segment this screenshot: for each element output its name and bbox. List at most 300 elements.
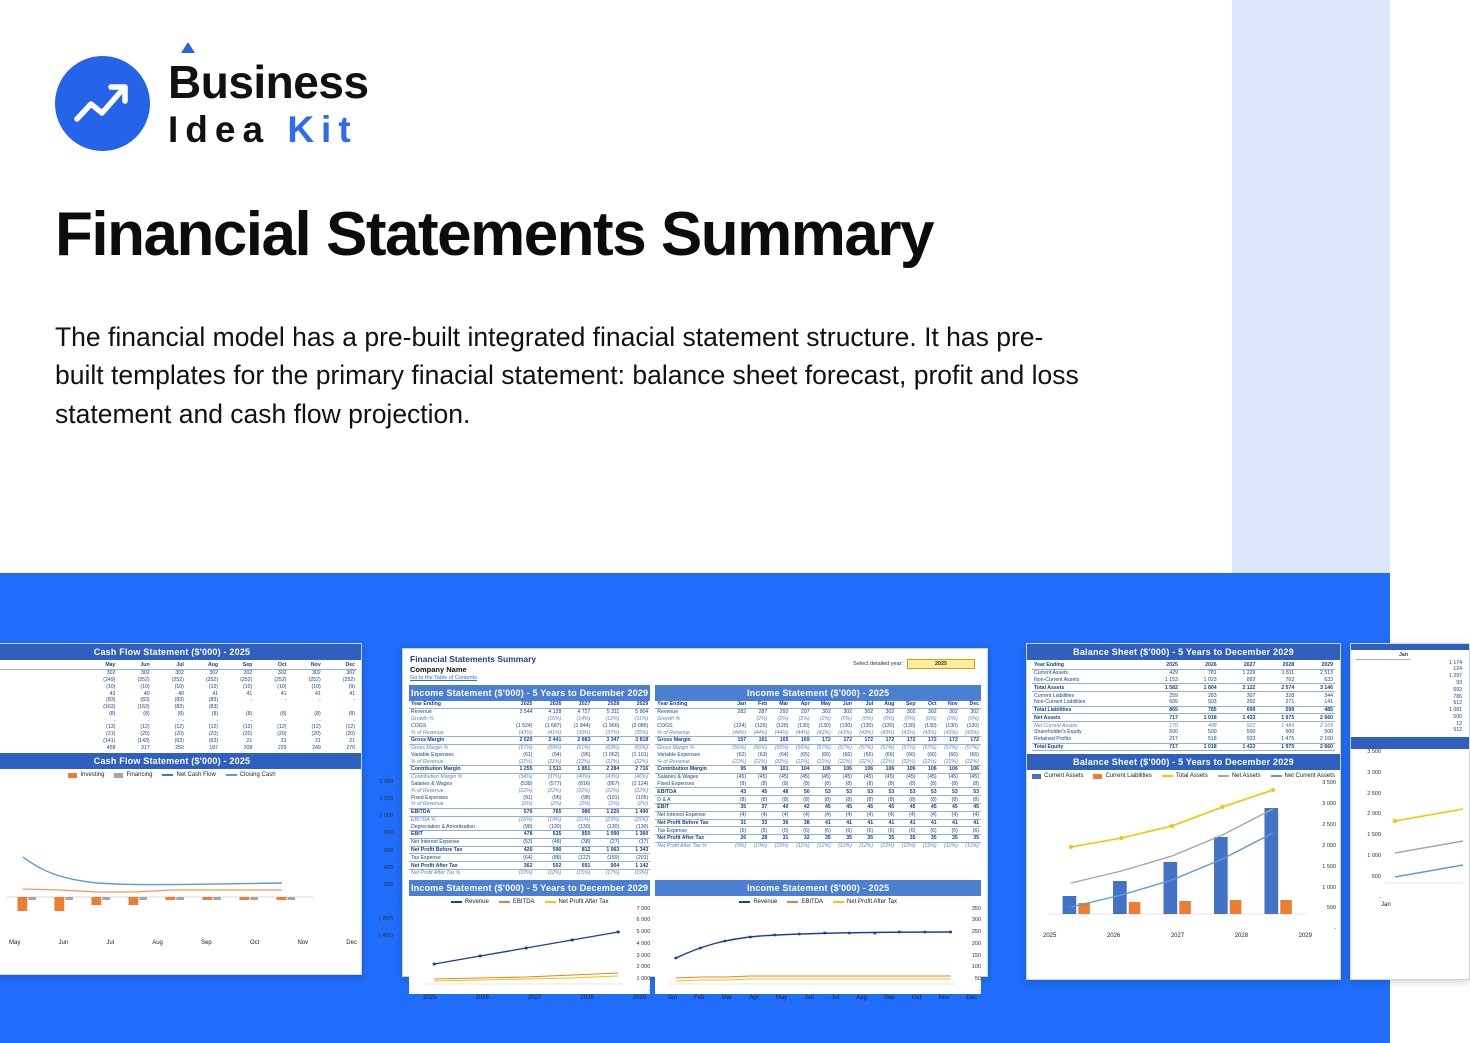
cell-value: 1 582 [1141,684,1180,692]
axis-tick-label: 250 [971,929,981,936]
cell-value: 106 [917,766,938,774]
axis-tick-label: 50 [974,975,981,982]
cell-value: (20) [311,731,321,738]
axis-tick-label: Aug [856,994,867,1001]
cell-value: 157 [727,736,748,744]
table-row [1356,727,1464,734]
balance-sheet-monthly-card[interactable] [1350,643,1470,980]
cell-value: 302 [140,670,150,677]
cell-value: (2%) [798,715,810,722]
cell-value: (57%) [943,745,958,752]
cell-value: (22%) [943,758,958,765]
financial-summary-sheet-card[interactable] [402,648,988,1001]
cell-value: 259 [1169,692,1178,699]
table-row [655,751,981,758]
cell-value: 35 [727,803,748,811]
caret-accent-icon [181,42,195,53]
table-row [655,708,981,715]
cell-value: 2 883 [563,736,592,744]
cell-value: (63) [174,737,184,744]
row-label: Fixed Expenses [411,794,448,801]
cell-value: (22%) [795,758,810,765]
cell-value: 302 [243,670,253,677]
cell-value: (22%) [859,758,874,765]
cell-value: (10) [208,683,219,690]
axis-tick-label: Oct [249,940,260,947]
axis-tick-label: - [1334,926,1336,933]
cell-value: 2027 [563,701,592,708]
balance-sheet-chart-legend [1027,770,1340,780]
cell-value: 172 [917,736,938,744]
cell-value: (8) [739,796,747,803]
table-row [0,744,357,751]
cell-value: (22%) [732,758,747,765]
axis-tick-label: 2025 [1043,933,1057,940]
cell-value: (8) [782,796,789,803]
cell-value: 4 727 [577,709,591,716]
cell-value: 50 [790,788,811,796]
table-row [655,766,981,774]
cell-value: - [216,717,219,724]
cell-value: 429 [1169,670,1178,677]
axis-tick-label: Aug [152,940,163,947]
table-row [0,704,357,711]
cell-value: (2%) [521,801,533,808]
cell-value: (21%) [576,816,591,823]
table-row [1032,684,1335,692]
cell-value: 922 [1246,722,1256,729]
legend-swatch [739,901,750,903]
row-label: EBIT [409,831,506,839]
legend-item [162,772,215,778]
cell-value: 41 [349,690,355,697]
cell-value: (4) [803,812,810,819]
cell-value [506,716,535,723]
cell-value: 45 [917,803,938,811]
cell-value: 33 [748,819,769,827]
row-label: Fixed Expenses [657,780,695,787]
cell-value: (43%) [922,729,937,736]
cell-value: (2 086) [631,722,649,729]
cell-value [323,704,357,711]
cell-value: (63) [758,751,768,758]
cell-value: 933 [1246,736,1256,743]
cell-value: (45) [736,774,747,781]
cell-value: (45) [863,774,874,781]
cell-value: (65) [800,751,810,758]
cell-value: (2%) [777,715,789,722]
cell-value: 38 [790,819,811,827]
table-row [409,736,650,744]
legend-label: Current Assets [1044,773,1084,780]
income-chart-2025-band: Income Statement ($'000) - 2025 [655,880,981,896]
cell-value: (8) [760,780,768,787]
cell-value: (252) [171,676,184,683]
year-selector-input[interactable]: 2025 [907,659,975,669]
axis-tick-label: 3 000 [636,952,651,959]
table-row [1356,700,1464,707]
legend-label: Net Assets [1231,773,1261,780]
cell-value: 36 [769,819,790,827]
table-row [655,819,981,827]
cell-value: - [284,697,287,704]
row-label: % of Revenue [657,758,690,765]
cell-value: (8) [348,710,355,717]
axis-tick-label: 3 000 [1322,801,1336,808]
table-row [409,773,650,780]
cell-value: 35 [875,835,896,843]
cell-value: (48) [552,839,562,846]
row-label: Year Ending [1032,662,1141,669]
cell-value: (816) [578,780,591,787]
table-row [655,835,981,843]
cell-value: 106 [875,766,896,774]
row-label: Net Profit After Tax [409,862,506,870]
cell-value: (98) [581,794,591,801]
cell-value: 40 [769,803,790,811]
legend-swatch [1032,774,1041,779]
cell-value: 1 804 [1180,684,1219,692]
cell-value: - [318,717,321,724]
cell-value: (8) [280,710,287,717]
cell-value: 458 [106,744,116,751]
cell-value: (130) [607,823,620,830]
cell-value: (66) [969,751,979,758]
cell-value: - [284,717,287,724]
axis-tick-label: Mar [721,994,733,1001]
cell-value: (22%) [576,758,591,765]
axis-tick-label: 3 500 [1367,748,1381,755]
axis-tick-label: 500 [1326,905,1336,912]
table-row [409,781,650,788]
cell-value: 500 [1324,729,1333,736]
income-chart-5y-band: Income Statement ($'000) - 5 Years to December 2029 [409,880,650,896]
cell-value: 362 [506,862,535,870]
cell-value: 43 [109,690,116,697]
cash-flow-sheet-card[interactable] [0,643,393,975]
cell-value: 271 [1285,699,1295,706]
cell-value: 45 [748,788,769,796]
cell-value: 500 [1169,729,1178,736]
table-row [655,842,981,849]
legend-label: Closing Cash [239,772,276,779]
cell-value: (8) [143,710,150,717]
cell-value: (43%) [901,729,916,736]
cell-value: 2 122 [1219,684,1258,692]
cell-value: (45) [779,774,789,781]
row-label: Total Liabilities [1032,706,1141,714]
cell-value: 812 [563,846,592,854]
axis-tick-label: 1 400 [379,779,393,786]
row-label: COGS [657,722,673,729]
cell-value: Dec [960,701,981,708]
table-row [409,831,650,839]
cash-flow-table [0,662,357,751]
cell-value: (0%) [904,715,916,722]
cell-value: (8) [930,780,937,787]
cell-value: (8) [845,796,852,803]
legend-item [1093,773,1151,779]
legend-item [739,899,777,905]
cell-value: (91) [523,794,533,801]
cell-value: (8) [887,780,895,787]
axis-tick-label: Jan [1381,901,1391,908]
row-label: Growth % [657,715,681,722]
cell-value: (1 101) [631,751,649,758]
axis-tick-label: 500 [1371,873,1381,880]
row-label: Depreciation & Amortisation [411,823,476,830]
cell-value: 302 [312,670,321,677]
cell-value: (12%) [605,715,620,722]
cell-value: (22%) [901,758,916,765]
row-label: Gross Margin [409,736,506,744]
cell-value: (130) [924,722,937,729]
axis-tick-label: 4 000 [636,940,651,947]
cell-value: (130) [797,722,810,729]
row-label [1356,673,1410,680]
table-row [1356,714,1464,721]
legend-label: Net Profit After Tax [847,898,897,905]
axis-tick-label: 2026 [475,994,489,1001]
cell-value: (22%) [922,758,937,765]
row-label [0,738,83,745]
cell-value: (37%) [547,774,562,781]
legend-item [787,899,823,905]
cell-value: (0%) [883,715,895,722]
cell-value: 106 [812,766,833,774]
cell-value: (12%) [880,843,895,850]
legend-item [499,899,535,905]
cell-value: (45) [842,774,852,781]
cell-value: (10) [311,683,321,690]
cell-value: (20) [208,731,219,738]
table-row [655,744,981,751]
cell-value: (64) [779,751,789,758]
axis-tick-label: May [9,940,21,947]
cell-value: 53 [854,788,875,796]
cell-value: 229 [277,744,287,751]
cell-value: 1 490 [621,808,650,816]
table-row [0,717,357,724]
cell-value: (43%) [943,729,958,736]
cell-value: (22%) [605,787,620,794]
cell-value: (130) [818,722,831,729]
cell-value: 3 544 [519,709,533,716]
cell-value: 1 063 [592,846,621,854]
income-chart-5y-y-axis [630,906,650,994]
row-label: Year Ending [409,701,506,708]
cell-value: 106 [960,766,981,774]
cell-value: - [113,717,116,724]
cell-value: (44%) [753,729,768,736]
table-row [409,808,650,816]
cell-value: 633 [1324,676,1333,683]
row-label: Net Profit After Tax % [411,870,461,877]
row-label [1356,666,1410,673]
cell-value: (45) [906,774,916,781]
cell-value: - [353,717,355,724]
cell-value: 35 [939,835,960,843]
axis-tick-label: 100 [971,964,981,971]
cell-value: (8) [824,796,831,803]
cell-value: 21 [314,737,321,744]
table-row [1032,662,1335,669]
axis-tick-label: 600 [383,847,393,854]
legend-swatch [451,901,462,903]
row-label: D & A [657,796,671,803]
cell-value: 172 [812,736,833,744]
cell-value: (2%) [579,801,591,808]
row-label [1356,686,1410,693]
table-row [1356,680,1464,687]
cell-value: (130) [636,823,649,830]
table-row [409,722,650,729]
cell-value: (22%) [880,758,895,765]
cell-value: 500 [1453,713,1462,720]
cell-value: (44%) [795,729,810,736]
row-label [1356,720,1410,727]
table-row [1032,699,1335,706]
cell-value: 1 018 [1180,743,1219,751]
table-row [409,854,650,862]
brand-name-top: Business [168,56,369,108]
year-selector[interactable] [853,659,975,669]
cell-value: (130) [839,722,852,729]
row-label: Net Interest Expense [657,812,706,819]
cell-value: 1 220 [592,808,621,816]
row-label [0,710,83,717]
axis-tick-label: - [979,987,981,994]
cell-value: 1 090 [592,831,621,839]
cell-value: 2 169 [1320,722,1333,729]
cell-value: 45 [812,803,833,811]
row-label: Tax Expense [657,827,687,834]
cell-value: Mar [769,701,790,708]
cell-value: 35 [917,835,938,843]
cell-value: (11%) [634,715,649,722]
cell-value: 850 [563,831,592,839]
cell-value: 270 [346,744,355,751]
cell-value: (12%) [838,843,852,850]
table-row [655,803,981,811]
cell-value: 2 284 [592,766,621,774]
cell-value: (57%) [859,745,874,752]
table-row [1032,736,1335,743]
brand-name-kit: Kit [287,109,358,150]
legend-swatch [499,901,510,903]
row-label: Salaries & Wages [411,780,453,787]
table-row [655,811,981,819]
cell-value: (66) [863,751,874,758]
cell-value: (22%) [518,758,533,765]
cell-value: (8) [951,796,958,803]
cell-value: (38) [581,839,591,846]
cell-value: 106 [833,766,854,774]
cell-value: 31 [727,819,748,827]
row-label: Gross Margin [655,736,727,744]
legend-label: Net Profit After Tax [558,898,609,905]
cash-flow-chart [0,779,393,940]
balance-sheet-chart-x-axis [1027,932,1340,939]
cell-value: (16%) [547,715,562,722]
cell-value: (56%) [795,745,810,752]
cell-value: (577) [549,780,562,787]
cell-value: (8) [211,710,219,717]
cell-value: (22%) [774,758,789,765]
cell-value: 172 [960,736,981,744]
cell-value: 45 [896,803,917,811]
balance-sheet-monthly-x-axis [1351,901,1469,908]
company-name: Company Name [410,665,467,674]
cell-value: (249) [103,676,116,683]
legend-label: Revenue [464,898,489,905]
cell-value: 2025 [1141,662,1180,669]
table-of-contents-link[interactable]: Go to the Table of Contents [410,675,477,681]
cell-value: 26 [727,835,748,843]
row-label: Net Interest Expense [411,839,460,846]
row-label [0,669,83,676]
cell-value: Nov [939,701,960,708]
table-row [409,751,650,758]
cell-value: 165 [769,736,790,744]
summary-left-column [409,685,650,877]
cell-value: (12) [208,724,219,731]
cell-value: (6) [824,827,831,834]
cell-value: (20) [140,731,150,738]
year-selector-label: Select detailed year: [853,661,903,667]
cell-value: (83) [208,697,219,704]
cell-value: (4) [930,812,937,819]
table-row [655,781,981,788]
cell-value: 53 [812,788,833,796]
table-row [655,788,981,796]
cell-value: (252) [205,676,219,683]
cell-value: (14%) [576,715,591,722]
row-label: Current Assets [1034,670,1069,677]
cell-value: 53 [896,788,917,796]
cell-value: (57%) [965,745,979,752]
legend-item [1162,773,1208,779]
table-row [0,731,357,738]
cell-value: (88) [552,854,562,861]
cell-value: 2 716 [621,766,650,774]
income-chart-2025 [655,906,981,994]
cell-value: (867) [607,780,620,787]
legend-label: Revenue [753,898,778,905]
row-label [0,717,83,724]
table-row [1356,666,1464,673]
cell-value: (10%) [774,843,789,850]
cell-value: Oct [917,701,938,708]
cell-value: 1 174 [1449,659,1462,666]
cell-value: Jul [854,701,875,708]
cell-value: (8) [739,780,747,787]
cell-value: 172 [833,736,854,744]
cell-value: 53 [833,788,854,796]
table-row [409,716,650,723]
axis-tick-label: 6 000 [636,917,651,924]
balance-sheet-card[interactable] [1026,643,1341,980]
cell-value: 302 [106,670,116,677]
balance-sheet-chart-y-axis [1310,780,1336,932]
legend-label: Net Cash Flow [176,772,216,779]
cash-flow-chart-band: Cash Flow Statement ($'000) - 2025 [0,753,361,769]
table-row [1032,714,1335,722]
row-label: % of Revenue [411,729,444,736]
cell-value: 302 [864,709,874,716]
row-label: Net Assets [1032,714,1141,722]
row-label [0,697,83,704]
